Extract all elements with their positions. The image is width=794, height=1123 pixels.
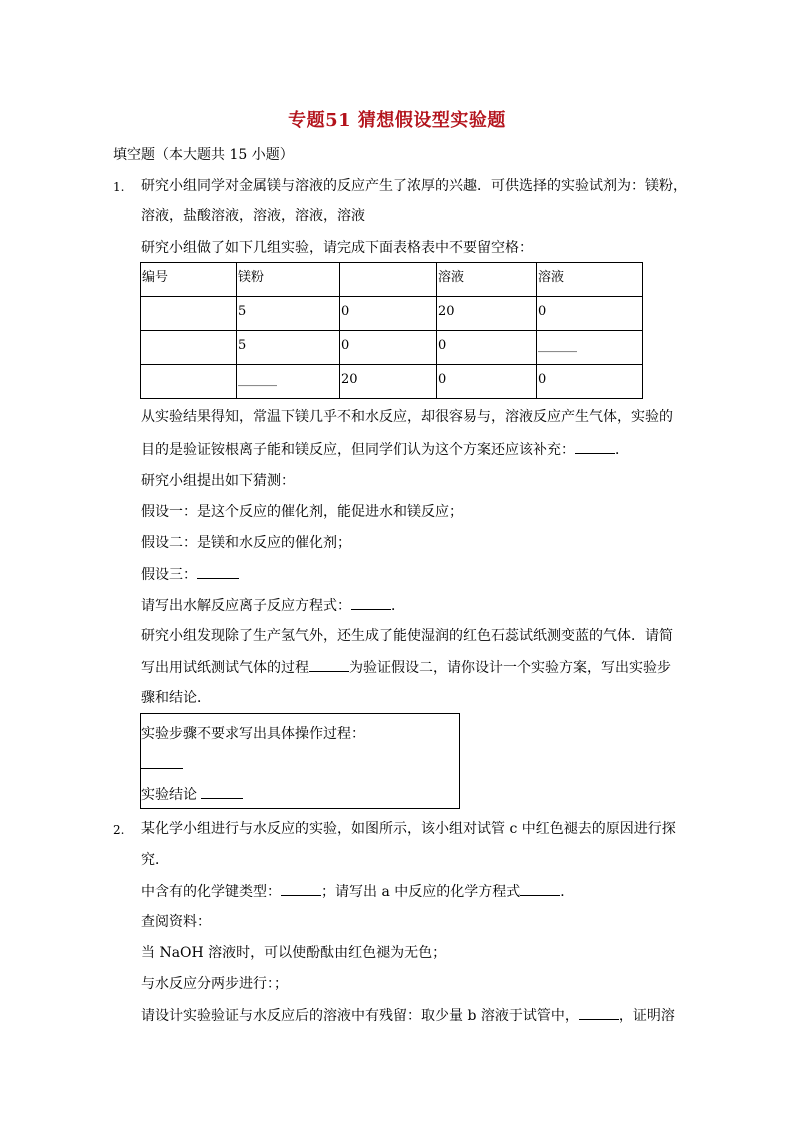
q2-line-4: 查阅资料： [141, 914, 211, 930]
q1-para-3b: 写出用试纸测试气体的过程 为验证假设二，请你设计一个实验方案，写出实验步 [141, 657, 671, 678]
table-cell [141, 338, 142, 353]
box-line-1: 实验步骤不要求写出具体操作过程： [141, 726, 365, 742]
q2-line-3: 中含有的化学键类型： ；请写出 a 中反应的化学方程式 ． [141, 881, 574, 902]
table-cell: 0 [438, 372, 447, 387]
q1-line-2: 溶液，盐酸溶液，溶液，溶液，溶液 [141, 208, 365, 224]
q1-para-3c: 骤和结论． [141, 690, 211, 706]
table-cell: 0 [538, 304, 547, 319]
table-cell: 20 [341, 372, 358, 387]
q1-para-3a: 研究小组发现除了生产氢气外，还生成了能使湿润的红色石蕊试纸测变蓝的气体．请简 [141, 628, 673, 644]
table-cell: 5 [238, 304, 247, 319]
q2-line-2: 究． [141, 852, 169, 868]
header-cell-mg-powder: 镁粉 [238, 270, 265, 285]
header-cell-solution-2: 溶液 [538, 270, 565, 285]
table-cell: 5 [238, 338, 247, 353]
table-cell [141, 372, 142, 387]
answer-blank[interactable] [281, 881, 321, 896]
q1-para-1b: 目的是验证铵根离子能和镁反应，但同学们认为这个方案还应该补充： ． [141, 439, 629, 460]
box-line-3: 实验结论 [141, 784, 243, 805]
answer-blank-cell[interactable]: ______ [238, 372, 277, 387]
answer-blank-cell[interactable]: ______ [538, 338, 577, 353]
q1-equation-prompt: 请写出水解反应离子反应方程式： ． [141, 595, 405, 616]
hypothesis-1: 假设一：是这个反应的催化剂，能促进水和镁反应； [141, 504, 463, 520]
table-row [141, 331, 643, 365]
q2-line-6: 与水反应分两步进行：； [141, 976, 288, 992]
table-header-row [141, 263, 643, 297]
hypothesis-2: 假设二：是镁和水反应的催化剂； [141, 535, 351, 551]
question-number-2: 2. [113, 823, 125, 837]
answer-blank[interactable] [201, 784, 243, 799]
table-row [141, 297, 643, 331]
q2-line-1: 某化学小组进行与水反应的实验，如图所示，该小组对试管 c 中红色褪去的原因进行探 [141, 821, 676, 837]
table-row [141, 365, 643, 399]
table-cell: 0 [438, 338, 447, 353]
table-cell [141, 304, 142, 319]
q1-line-3: 研究小组做了如下几组实验，请完成下面表格表中不要留空格： [141, 240, 533, 256]
answer-blank[interactable] [351, 595, 391, 610]
table-cell: 20 [438, 304, 455, 319]
answer-blank[interactable] [309, 657, 349, 672]
section-header: 填空题（本大题共 15 小题） [113, 147, 294, 163]
answer-blank[interactable] [579, 1005, 619, 1020]
header-cell-solution-1: 溶液 [438, 270, 465, 285]
hypothesis-3: 假设三： [141, 564, 239, 585]
answer-blank[interactable] [197, 564, 239, 579]
header-cell-number: 编号 [142, 270, 169, 285]
page-title: 专题51 猜想假设型实验题 [288, 110, 506, 131]
q2-line-7: 请设计实验验证与水反应后的溶液中有残留：取少量 b 溶液于试管中， ，证明溶 [141, 1005, 675, 1026]
q1-para-2: 研究小组提出如下猜测： [141, 473, 295, 489]
q1-para-1a: 从实验结果得知，常温下镁几乎不和水反应，却很容易与，溶液反应产生气体，实验的 [141, 409, 673, 425]
experiment-design-box [140, 713, 460, 809]
answer-blank[interactable] [520, 881, 560, 896]
answer-blank[interactable] [141, 754, 183, 769]
box-line-2 [141, 754, 183, 775]
q2-line-5: 当 NaOH 溶液时，可以使酚酞由红色褪为无色； [141, 945, 447, 961]
table-cell: 0 [341, 304, 350, 319]
question-number-1: 1. [113, 180, 125, 194]
table-cell: 0 [341, 338, 350, 353]
table-cell: 0 [538, 372, 547, 387]
experiment-table [140, 262, 643, 399]
q1-line-1: 研究小组同学对金属镁与溶液的反应产生了浓厚的兴趣．可供选择的实验试剂为：镁粉， [141, 178, 687, 194]
answer-blank[interactable] [575, 439, 615, 454]
header-cell-blank [340, 270, 341, 285]
